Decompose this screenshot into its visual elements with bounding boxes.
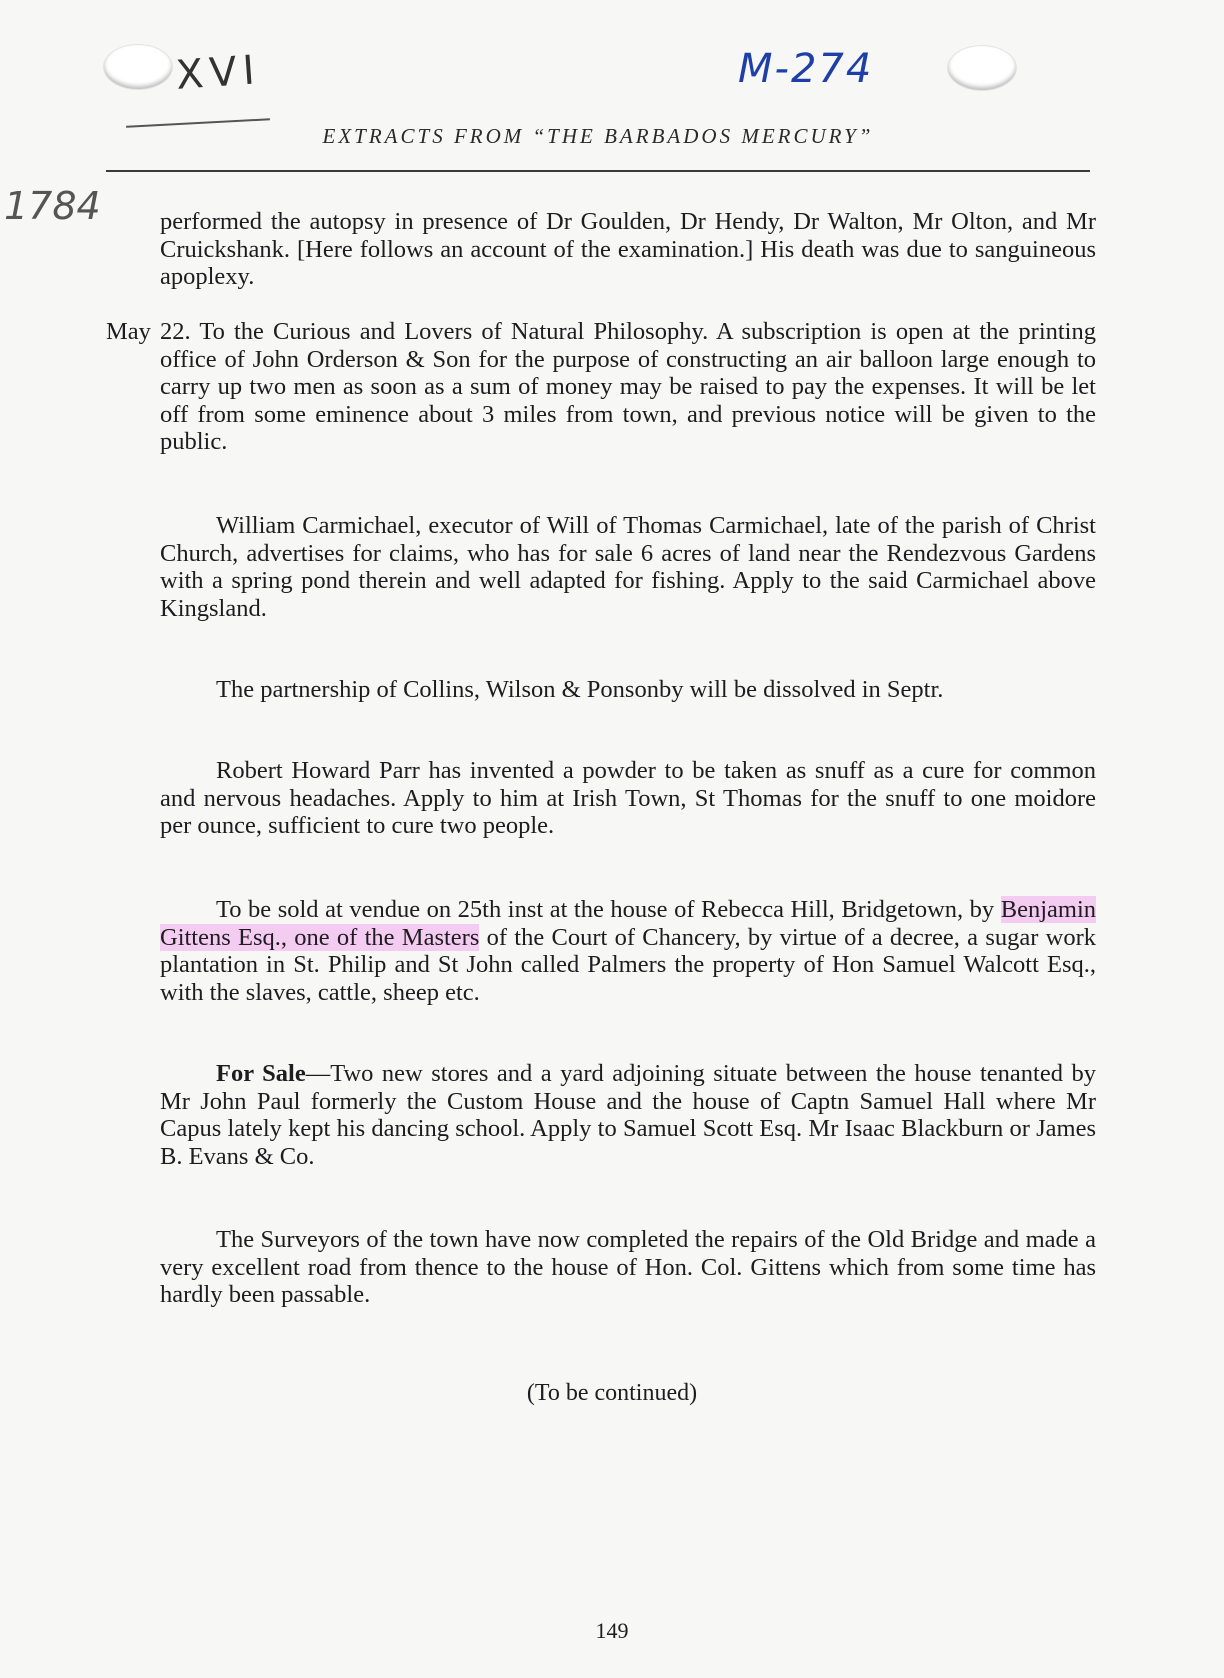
handwritten-year: 1784 <box>4 184 101 228</box>
paragraph-snuff: Robert Howard Parr has invented a powder to be taken as snuff as a cure for common and nervous headaches. Apply to him at Irish Town, St Thomas for the snuff to one moidore per ounce, sufficient to cure two people. <box>160 757 1096 839</box>
page-number: 149 <box>595 1618 629 1643</box>
to-be-continued: (To be continued) <box>526 1380 698 1406</box>
running-title: EXTRACTS FROM “THE BARBADOS MERCURY” <box>322 124 874 148</box>
paragraph-autopsy: performed the autopsy in presence of Dr Goulden, Dr Hendy, Dr Walton, Mr Olton, and Mr Cruickshank. [Here follows an account of the examination.] His death was due to sanguineous apoplexy. <box>160 208 1096 290</box>
for-sale-text: —Two new stores and a yard adjoining situate between the house tenanted by Mr John Paul formerly the Custom House and the house of Captn Samuel Hall where Mr Capus lately kept his dancing school. Apply to Samuel Scott Esq. Mr Isaac Blackburn or James B. Evans & Co. <box>160 1060 1096 1170</box>
for-sale-heading: For Sale <box>216 1060 306 1087</box>
paragraph-vendue <box>160 896 1096 1006</box>
paragraph-surveyors: The Surveyors of the town have now completed the repairs of the Old Bridge and made a very excellent road from thence to the house of Hon. Col. Gittens which from some time has hardly been passable. <box>160 1226 1096 1308</box>
handwritten-reference: M-274 <box>738 46 874 92</box>
binder-hole-left <box>104 45 172 89</box>
paragraph-partnership: The partnership of Collins, Wilson & Ponsonby will be dissolved in Septr. <box>216 676 944 703</box>
paragraph-for-sale <box>160 1060 1096 1170</box>
paragraph-air-balloon: May 22. To the Curious and Lovers of Natural Philosophy. A subscription is open at the printing office of John Orderson & Son for the purpose of constructing an air balloon large enough to carry up two men as soon as a sum of money may be raised to pay the expenses. It will be let off from some eminence about 3 miles from town, and previous notice will be given to the public. <box>106 318 1096 455</box>
header-rule <box>106 170 1090 172</box>
paragraph-carmichael: William Carmichael, executor of Will of Thomas Carmichael, late of the parish of Christ Church, advertises for claims, who has for sale 6 acres of land near the Rendezvous Gardens with a spring pond therein and well adapted for fishing. Apply to the said Carmichael above Kingsland. <box>160 512 1096 622</box>
highlighted-text: Benjamin Gittens Esq., one of the Masters <box>160 896 1096 951</box>
binder-hole-right <box>948 46 1016 90</box>
vendue-text-end: of the Court of Chancery, by virtue of a decree, a sugar work plantation in St. Philip and St John called Palmers the property of Hon Samuel Walcott Esq., with the slaves, cattle, sheep etc. <box>160 923 1096 1006</box>
vendue-text-start: To be sold at vendue on 25th inst at the house of Rebecca Hill, Bridgetown, by <box>216 896 1001 923</box>
handwritten-roman-numeral: XVI <box>174 47 263 99</box>
